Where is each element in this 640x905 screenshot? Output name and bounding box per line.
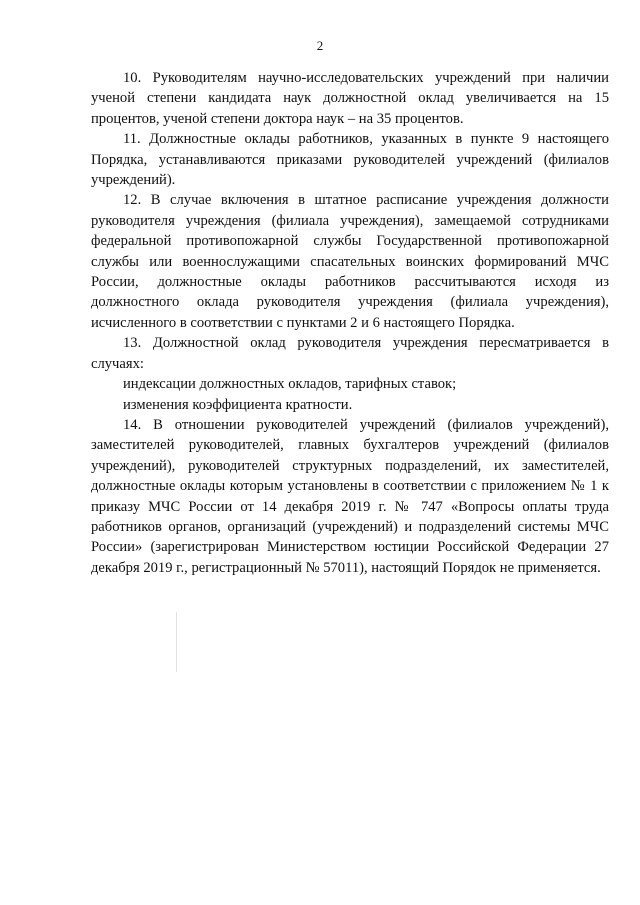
- paragraph-11: 11. Должностные оклады работников, указанных в пункте 9 настоящего Порядка, устанавливаются приказами руководителей учреждений (филиалов учреждений).: [91, 131, 609, 189]
- scan-artifact-line: [176, 612, 177, 672]
- document-body: [91, 68, 609, 578]
- list-item-indexation: индексации должностных окладов, тарифных ставок;: [123, 376, 457, 393]
- paragraph-10: 10. Руководителям научно-исследовательских учреждений при наличии ученой степени кандидата наук должностной оклад увеличивается на 15 процентов, ученой степени доктора наук – на 35 процентов.: [91, 70, 609, 127]
- list-item-coefficient: изменения коэффициента кратности.: [123, 396, 353, 413]
- paragraph-13: 13. Должностной оклад руководителя учреждения пересматривается в случаях:: [91, 335, 609, 372]
- paragraph-14: 14. В отношении руководителей учреждений (филиалов учреждений), заместителей руководителей, главных бухгалтеров учреждений (филиалов учреждений), руководителей структурных подразделений, их заместителей, должностные оклады которым установлены в соответствии с приложением № 1 к приказу МЧС России от 14 декабря 2019 г. № 747 «Вопросы оплаты труда работников органов, организаций (учреждений) и подразделений системы МЧС России» (зарегистрирован Министерством юстиции Российской Федерации 27 декабря 2019 г., регистрационный № 57011), настоящий Порядок не применяется.: [91, 416, 609, 576]
- page-number: 2: [316, 38, 324, 53]
- paragraph-12: 12. В случае включения в штатное расписание учреждения должности руководителя учреждения (филиала учреждения), замещаемой сотрудниками федеральной противопожарной службы Государственной противопожарной службы или военнослужащими спасательных воинских формирований МЧС России, должностные оклады работников рассчитываются исходя из должностного оклада руководителя учреждения (филиала учреждения), исчисленного в соответствии с пунктами 2 и 6 настоящего Порядка.: [91, 192, 609, 331]
